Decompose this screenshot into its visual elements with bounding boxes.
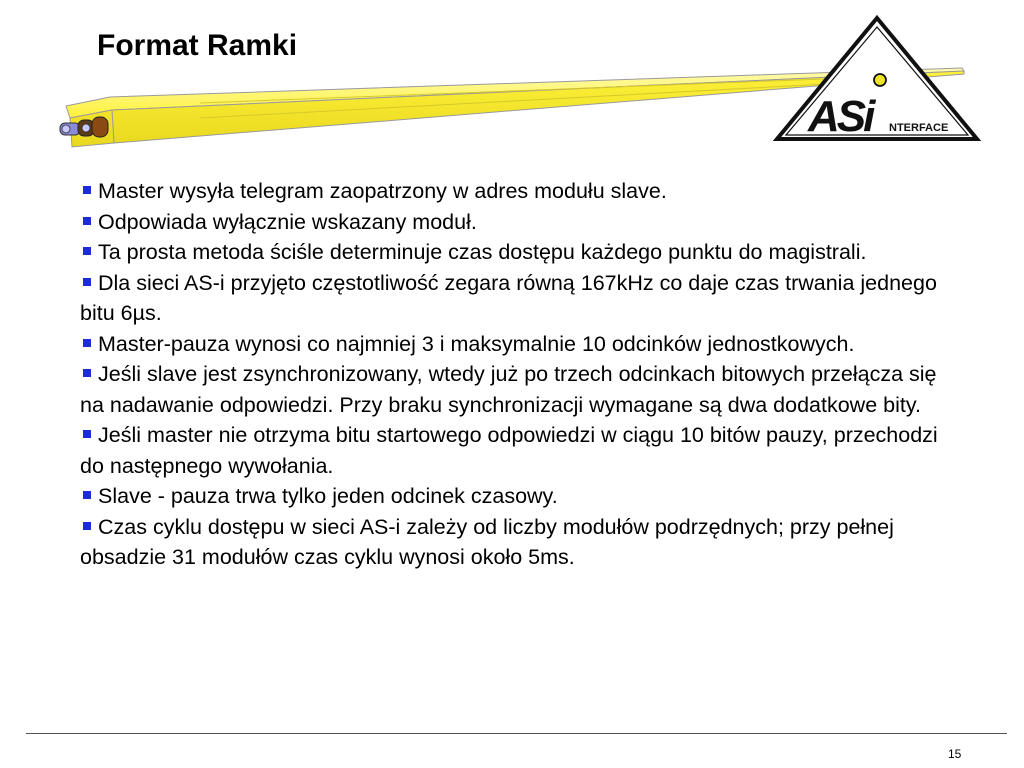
bullet-icon — [83, 339, 91, 347]
asi-cable-banner — [0, 0, 1024, 160]
bullet-text: Master-pauza wynosi co najmniej 3 i maksymalnie 10 odcinków jednostkowych. — [98, 331, 855, 356]
list-item — [80, 207, 960, 238]
bullet-icon — [83, 186, 91, 194]
bullet-text: Master wysyła telegram zaopatrzony w adres modułu slave. — [98, 179, 667, 203]
list-item — [80, 176, 960, 207]
list-item — [80, 268, 960, 329]
bullet-icon — [83, 278, 91, 286]
list-item — [80, 329, 960, 360]
logo-tagline: NTERFACE — [889, 122, 949, 134]
bullet-text: Jeśli slave jest zsynchronizowany, wtedy już po trzech odcinkach bitowych przełącza się na nadawanie odpowiedzi. Przy braku synchronizacji wymagane są dwa dodatkowe bity. — [80, 362, 937, 417]
list-item — [80, 481, 960, 512]
page-number: 15 — [948, 747, 962, 761]
bullet-icon — [83, 217, 91, 225]
list-item — [80, 420, 960, 481]
bullet-icon — [83, 522, 91, 530]
bullet-icon — [83, 247, 91, 255]
bullet-text: Odpowiada wyłącznie wskazany moduł. — [98, 209, 477, 234]
list-item — [80, 359, 960, 420]
footer-divider — [26, 733, 1007, 734]
bullet-text: Dla sieci AS-i przyjęto częstotliwość zegara równą 167kHz co daje czas trwania jednego bitu 6µs. — [80, 270, 937, 325]
cable-connector-icon — [60, 117, 108, 137]
bullet-icon — [83, 430, 91, 438]
list-item — [80, 512, 960, 573]
logo-brand: ASi — [808, 92, 873, 141]
bullet-text: Czas cyklu dostępu w sieci AS-i zależy od liczby modułów podrzędnych; przy pełnej obsadzie 31 modułów czas cyklu wynosi około 5ms. — [80, 514, 894, 569]
logo-yellow-dot — [874, 74, 886, 86]
bullet-text: Slave - pauza trwa tylko jeden odcinek czasowy. — [98, 484, 558, 508]
bullet-icon — [83, 491, 91, 499]
list-item — [80, 237, 960, 268]
bullet-icon — [83, 369, 91, 377]
bullet-text: Ta prosta metoda ściśle determinuje czas dostępu każdego punktu do magistrali. — [98, 240, 867, 264]
bullet-text: Jeśli master nie otrzyma bitu startowego odpowiedzi w ciągu 10 bitów pauzy, przechodzi do następnego wywołania. — [80, 423, 938, 478]
bullet-list — [80, 176, 960, 573]
page-title: Format Ramki — [97, 29, 298, 62]
